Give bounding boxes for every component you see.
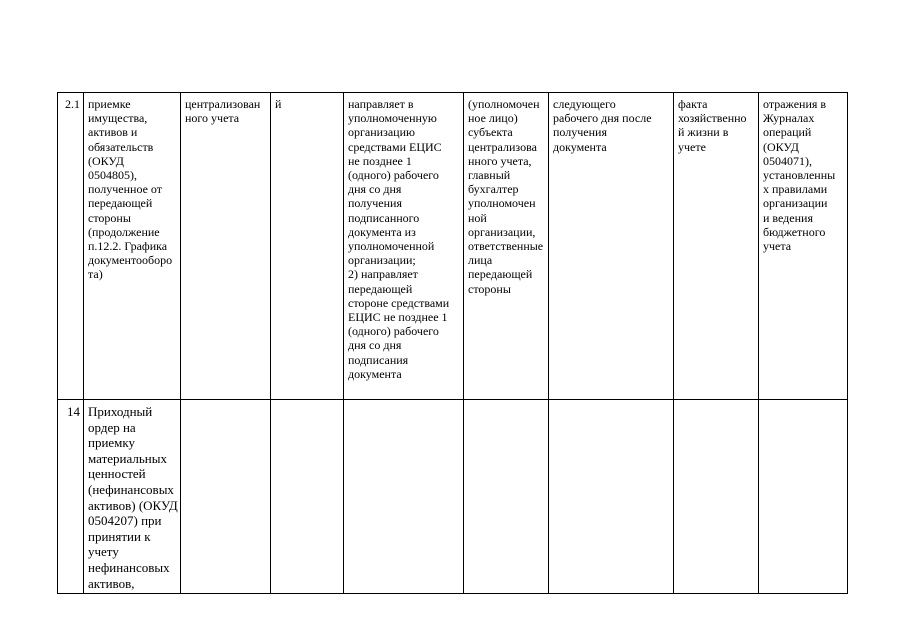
table-cell: (уполномочен ное лицо) субъекта централизова нного учета, главный бухгалтер уполномочен ной организации, ответственные лица передающей стороны bbox=[464, 93, 549, 400]
table-cell: отражения в Журналах операций (ОКУД 0504071), установленны х правилами организации и ведения бюджетного учета bbox=[759, 93, 848, 400]
table-cell: й bbox=[271, 93, 344, 400]
table-row bbox=[58, 93, 848, 400]
table-cell bbox=[674, 400, 759, 594]
row-number-cell: 2.1 bbox=[58, 93, 84, 400]
table-cell: следующего рабочего дня после получения документа bbox=[549, 93, 674, 400]
document-name-cell: Приходный ордер на приемку материальных ценностей (нефинансовых активов) (ОКУД 0504207) при принятии к учету нефинансовых активов, bbox=[84, 400, 181, 594]
document-table bbox=[57, 92, 848, 594]
table-cell bbox=[759, 400, 848, 594]
table-cell bbox=[549, 400, 674, 594]
table-cell bbox=[181, 400, 271, 594]
table-row bbox=[58, 400, 848, 594]
table-cell bbox=[464, 400, 549, 594]
table-cell: централизован ного учета bbox=[181, 93, 271, 400]
table-cell: направляет в уполномоченную организацию средствами ЕЦИС не позднее 1 (одного) рабочего дня со дня получения подписанного документа из уполномоченной организации; 2) направляет передающей стороне средствами ЕЦИС не позднее 1 (одного) рабочего дня со дня подписания документа bbox=[344, 93, 464, 400]
table-cell bbox=[271, 400, 344, 594]
document-name-cell: приемке имущества, активов и обязательств (ОКУД 0504805), полученное от передающей стороны (продолжение п.12.2. Графика документооборо та) bbox=[84, 93, 181, 400]
table-cell: факта хозяйственно й жизни в учете bbox=[674, 93, 759, 400]
table-cell bbox=[344, 400, 464, 594]
row-number-cell: 14 bbox=[58, 400, 84, 594]
